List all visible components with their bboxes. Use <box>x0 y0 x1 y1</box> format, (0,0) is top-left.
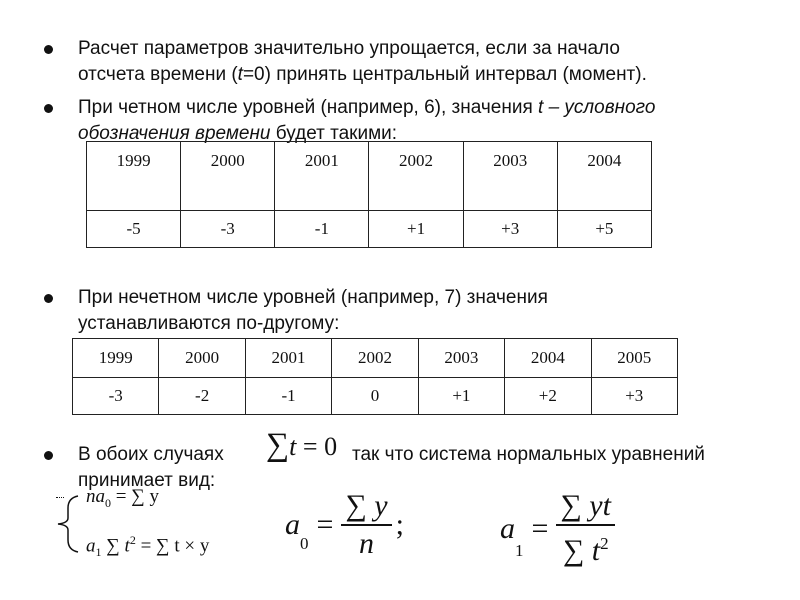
sum-t-equals-zero <box>266 428 337 464</box>
year-cell: 2003 <box>463 142 557 211</box>
paragraph-4-line-1a: В обоих случаях <box>78 444 224 465</box>
eq2-a: a <box>86 535 96 557</box>
a1-denominator-base: ∑ t <box>562 534 601 567</box>
a0-subscript: 0 <box>300 534 309 553</box>
a1-formula <box>500 488 615 569</box>
text-fragment: будет такими: <box>270 123 398 144</box>
t-value-cell: -3 <box>181 211 275 248</box>
year-cell: 2005 <box>591 339 677 378</box>
table-row-years <box>87 142 652 211</box>
paragraph-1-line-2 <box>78 62 647 88</box>
t-value-cell: +3 <box>591 378 677 415</box>
t-variable: t <box>538 97 544 118</box>
curly-brace-icon <box>48 492 88 556</box>
text-fragment: =0) принять центральный интервал (момент). <box>242 64 647 85</box>
year-cell: 1999 <box>73 339 159 378</box>
a1-numerator: ∑ yt <box>560 489 611 522</box>
t-value-cell: +5 <box>557 211 651 248</box>
text-fragment: отсчета времени ( <box>78 64 238 85</box>
bullet-dot-1 <box>44 45 53 54</box>
bullet-dot-2 <box>44 104 53 113</box>
a1-denominator-superscript: 2 <box>600 534 609 553</box>
t-value-cell: -1 <box>245 378 331 415</box>
text-fragment: – условного <box>543 97 656 118</box>
a1-symbol: a <box>500 511 515 545</box>
a1-denominator <box>559 526 613 569</box>
t-value-cell: +2 <box>505 378 591 415</box>
a1-subscript: 1 <box>515 541 524 560</box>
year-cell: 2003 <box>418 339 504 378</box>
table-row-t-values <box>73 378 678 415</box>
t-value-cell: +1 <box>369 211 463 248</box>
a0-fraction <box>341 488 391 562</box>
paragraph-3-line-1: При нечетном числе уровней (например, 7) значения <box>78 287 548 308</box>
t-value-cell: +3 <box>463 211 557 248</box>
a0-numerator: ∑ y <box>345 489 388 522</box>
eq1-lhs: na <box>86 486 105 507</box>
t-value-cell: -1 <box>275 211 369 248</box>
bullet-dot-4 <box>44 451 53 460</box>
text-fragment: При четном числе уровней (например, 6), значения <box>78 97 539 118</box>
paragraph-3 <box>78 285 548 337</box>
bullet-dot-3 <box>44 294 53 303</box>
eq2-subscript: 1 <box>95 545 102 560</box>
t-variable: t <box>289 432 297 461</box>
a1-fraction <box>556 488 615 569</box>
paragraph-1 <box>78 36 647 88</box>
a0-formula <box>285 488 404 562</box>
t-value-cell: +1 <box>418 378 504 415</box>
year-cell: 2000 <box>181 142 275 211</box>
paragraph-4-line-1b: так что система нормальных уравнений <box>352 444 705 465</box>
eq1-rhs: = ∑ y <box>115 486 160 507</box>
table-odd-levels <box>72 338 678 415</box>
system-equation-2 <box>86 527 209 565</box>
a0-equals: = <box>316 508 334 541</box>
eq2-rhs: = ∑ t × y <box>140 535 210 557</box>
t-value-cell: 0 <box>332 378 418 415</box>
paragraph-1-line-1: Расчет параметров значительно упрощается, если за начало <box>78 38 620 59</box>
year-cell: 2000 <box>159 339 245 378</box>
year-cell: 2004 <box>505 339 591 378</box>
a0-denominator: n <box>359 527 375 560</box>
table-row-t-values <box>87 211 652 248</box>
eq2-superscript: 2 <box>129 533 136 547</box>
equals-zero: = 0 <box>302 432 338 461</box>
a0-semicolon: ; <box>395 508 404 541</box>
year-cell: 1999 <box>87 142 181 211</box>
dotted-mark <box>56 497 64 498</box>
paragraph-2-line-1 <box>78 95 655 121</box>
year-cell: 2001 <box>275 142 369 211</box>
year-cell: 2004 <box>557 142 651 211</box>
system-equation-1 <box>86 484 159 516</box>
a1-equals: = <box>531 511 549 545</box>
t-value-cell: -2 <box>159 378 245 415</box>
table-row-years <box>73 339 678 378</box>
year-cell: 2002 <box>369 142 463 211</box>
table-even-levels <box>86 141 652 248</box>
emphasized-text: обозначения времени <box>78 123 271 144</box>
year-cell: 2002 <box>332 339 418 378</box>
sigma-symbol: ∑ <box>266 427 290 463</box>
year-cell: 2001 <box>245 339 331 378</box>
t-value-cell: -5 <box>87 211 181 248</box>
t-variable: t <box>237 64 243 85</box>
paragraph-2 <box>78 95 655 147</box>
a0-symbol: a <box>285 508 300 541</box>
eq1-subscript: 0 <box>105 495 111 510</box>
paragraph-4-line-2: принимает вид: <box>78 470 216 491</box>
t-value-cell: -3 <box>73 378 159 415</box>
paragraph-3-line-2: устанавливаются по-другому: <box>78 313 340 334</box>
eq2-sum-t: ∑ t <box>106 535 130 557</box>
